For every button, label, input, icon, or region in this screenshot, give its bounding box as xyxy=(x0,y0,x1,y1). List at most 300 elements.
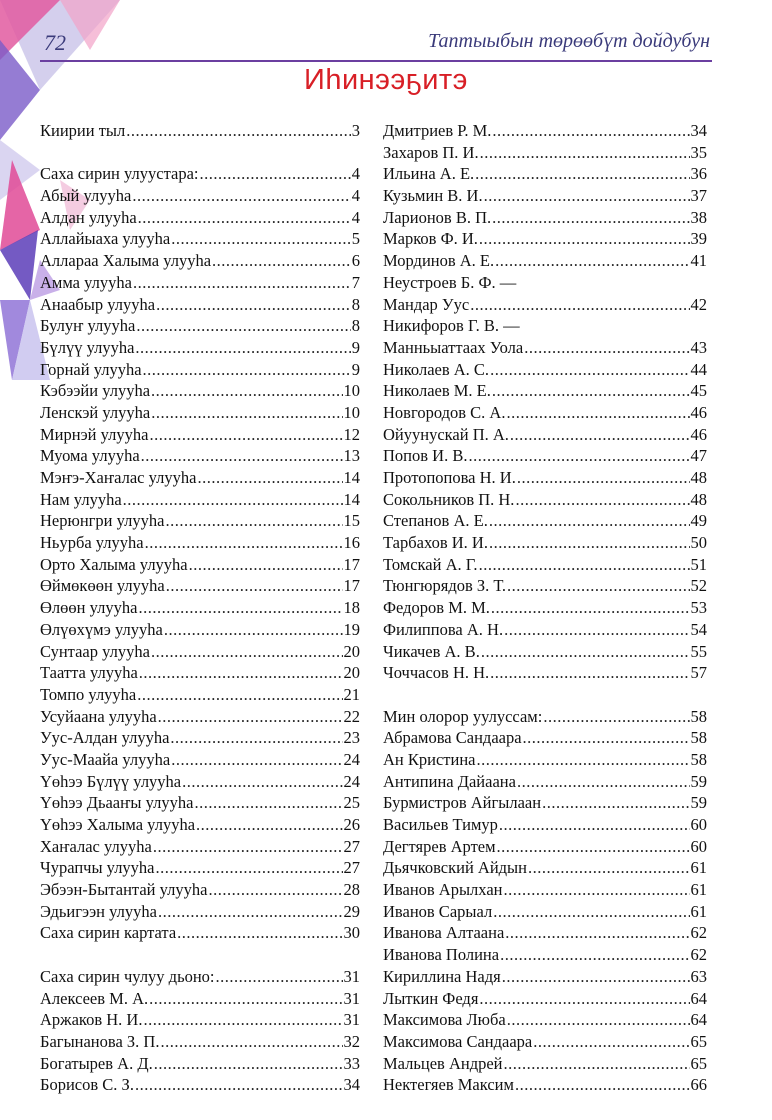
toc-entry-label: Үөһээ Бүлүү улууһа xyxy=(40,771,182,791)
toc-entry[interactable] xyxy=(40,1009,360,1031)
dot-leader xyxy=(149,988,342,1010)
dot-leader xyxy=(502,966,690,988)
toc-entry-label: Булуҥ улууһа xyxy=(40,316,136,336)
toc-entry-page: 20 xyxy=(343,663,360,683)
toc-entry-label: Ан Кристина xyxy=(383,749,476,769)
dot-leader xyxy=(158,901,343,923)
toc-entry-page: 62 xyxy=(690,923,707,943)
toc-entry[interactable] xyxy=(40,922,360,944)
toc-entry-label: Абрамова Сандаара xyxy=(383,728,522,748)
dot-leader xyxy=(505,922,689,944)
toc-entry[interactable] xyxy=(40,380,360,402)
toc-entry-label: Аллайыаха улууһа xyxy=(40,229,171,249)
dot-leader xyxy=(149,424,342,446)
toc-entry-page: 46 xyxy=(690,424,707,444)
toc-entry-page: 55 xyxy=(690,641,707,661)
toc-entry[interactable] xyxy=(383,1053,707,1075)
toc-entry-label: Никифоров Г. В. — xyxy=(383,316,520,336)
dot-leader xyxy=(489,532,690,554)
toc-entry-label: Мординов А. Е. xyxy=(383,251,495,271)
dot-leader xyxy=(166,575,343,597)
toc-entry[interactable] xyxy=(383,445,707,467)
toc-entry[interactable] xyxy=(40,554,360,576)
dot-leader xyxy=(491,597,690,619)
toc-entry[interactable] xyxy=(383,250,707,272)
toc-entry-label: Иванов Сарыал xyxy=(383,901,493,921)
toc-entry-page: 65 xyxy=(690,1031,707,1051)
toc-entry-page: 31 xyxy=(343,1010,360,1030)
toc-entry[interactable] xyxy=(40,1031,360,1053)
toc-entry-label: Тюнгюрядов З. Т. xyxy=(383,576,506,596)
toc-entry[interactable] xyxy=(383,228,707,250)
toc-entry[interactable] xyxy=(383,359,707,381)
dot-leader xyxy=(543,706,689,728)
toc-entry[interactable] xyxy=(383,1074,707,1096)
toc-entry-label: Үөһээ Халыма улууһа xyxy=(40,815,196,834)
dot-leader xyxy=(492,207,689,229)
toc-entry[interactable] xyxy=(383,901,707,923)
dot-leader xyxy=(475,163,689,185)
toc-entry-page: 48 xyxy=(690,468,707,487)
toc-entry[interactable] xyxy=(383,510,707,532)
dot-leader xyxy=(154,1053,343,1075)
dot-leader xyxy=(507,1009,690,1031)
toc-spacer xyxy=(383,684,707,706)
toc-entry[interactable] xyxy=(383,424,707,446)
toc-entry[interactable] xyxy=(40,185,360,207)
toc-entry[interactable] xyxy=(383,749,707,771)
dot-leader xyxy=(504,1053,690,1075)
toc-entry[interactable] xyxy=(383,294,707,316)
dot-leader xyxy=(156,294,351,316)
toc-entry-page: 36 xyxy=(690,164,707,184)
toc-entry[interactable] xyxy=(383,1031,707,1053)
toc-entry-label: Алдан улууһа xyxy=(40,207,137,227)
toc-entry-page: 47 xyxy=(690,446,707,466)
toc-entry[interactable] xyxy=(40,163,360,185)
dot-leader xyxy=(196,814,342,836)
toc-entry-label: Мэҥэ-Хаҥалас улууһа xyxy=(40,468,197,487)
toc-entry-page: 10 xyxy=(343,402,360,422)
toc-entry-page: 27 xyxy=(343,836,360,856)
dot-leader xyxy=(137,684,342,706)
toc-entry[interactable] xyxy=(40,402,360,424)
toc-entry-page: 54 xyxy=(690,619,707,639)
dot-leader xyxy=(492,120,689,142)
toc-entry[interactable] xyxy=(383,575,707,597)
toc-entry-label: Ларионов В. П. xyxy=(383,207,492,227)
toc-entry[interactable] xyxy=(40,228,360,250)
toc-entry-page: 8 xyxy=(351,316,360,336)
page-title: Иһинээҕитэ xyxy=(304,64,468,96)
toc-entry[interactable] xyxy=(40,272,360,294)
toc-entry-label: Ньурба улууһа xyxy=(40,533,144,553)
toc-entry-label: Нектегяев Максим xyxy=(383,1075,514,1095)
toc-entry[interactable] xyxy=(383,207,707,229)
toc-entry[interactable] xyxy=(40,988,360,1010)
toc-entry[interactable] xyxy=(40,814,360,836)
dot-leader xyxy=(153,836,343,858)
dot-leader xyxy=(170,727,342,749)
dot-leader xyxy=(138,207,351,229)
toc-entry[interactable] xyxy=(383,272,707,294)
toc-entry-page: 62 xyxy=(690,945,707,965)
dot-leader xyxy=(468,445,689,467)
toc-entry-page: 23 xyxy=(343,728,360,748)
dot-leader xyxy=(171,228,350,250)
toc-entry-label: Николаев А. С. xyxy=(383,359,490,379)
toc-entry[interactable] xyxy=(383,597,707,619)
toc-entry[interactable] xyxy=(383,944,707,966)
toc-spacer xyxy=(40,142,360,164)
dot-leader xyxy=(123,489,343,511)
toc-entry[interactable] xyxy=(40,684,360,706)
toc-entry-label: Попов И. В. xyxy=(383,446,468,466)
toc-entry[interactable] xyxy=(40,901,360,923)
toc-entry-label: Мандар Уус xyxy=(383,294,470,314)
toc-entry-page: 45 xyxy=(690,381,707,401)
toc-entry[interactable] xyxy=(40,359,360,381)
toc-entry-page: 3 xyxy=(351,121,360,140)
dot-leader xyxy=(542,792,689,814)
toc-entry-page: 5 xyxy=(351,229,360,249)
toc-entry-page: 24 xyxy=(343,749,360,769)
toc-entry-label: Чурапчы улууһа xyxy=(40,858,155,878)
dot-leader xyxy=(158,706,343,728)
toc-entry-label: Ленскэй улууһа xyxy=(40,402,151,422)
dot-leader xyxy=(489,510,690,532)
toc-entry-page: 64 xyxy=(690,1010,707,1030)
toc-entry-label: Максимова Люба xyxy=(383,1010,506,1030)
dot-leader xyxy=(479,988,689,1010)
toc-entry-page: 58 xyxy=(690,728,707,748)
running-title: Таптыыбын төрөөбүт дойдубун xyxy=(428,30,710,52)
toc-entry-page: 4 xyxy=(351,207,360,227)
toc-entry-page: 42 xyxy=(690,294,707,314)
toc-entry-page: 43 xyxy=(690,337,707,357)
toc-entry-page: 58 xyxy=(690,749,707,769)
dot-leader xyxy=(515,489,689,511)
toc-entry-label: Багынанова З. П. xyxy=(40,1031,160,1051)
dot-leader xyxy=(490,662,689,684)
dot-leader xyxy=(490,359,689,381)
toc-entry[interactable] xyxy=(383,467,707,489)
toc-entry-label: Горнай улууһа xyxy=(40,359,142,379)
toc-entry-label: Николаев М. Е. xyxy=(383,381,491,401)
toc-entry-page: 17 xyxy=(343,576,360,596)
dot-leader xyxy=(177,922,342,944)
toc-entry[interactable] xyxy=(40,575,360,597)
toc-entry[interactable] xyxy=(40,749,360,771)
toc-right-column xyxy=(383,120,707,1096)
toc-entry-page: 59 xyxy=(690,771,707,791)
toc-entry-label: Манньыаттаах Уола xyxy=(383,337,524,357)
dot-leader xyxy=(135,1074,343,1096)
dot-leader xyxy=(156,857,343,879)
toc-entry-label: Алексеев М. А. xyxy=(40,988,149,1008)
toc-entry-label: Иванова Полина xyxy=(383,945,500,965)
toc-entry-page: 4 xyxy=(351,186,360,206)
dot-leader xyxy=(499,814,690,836)
toc-entry-page: 66 xyxy=(690,1075,707,1095)
toc-entry-page: 58 xyxy=(690,706,707,726)
toc-entry[interactable] xyxy=(383,1009,707,1031)
toc-entry[interactable] xyxy=(383,771,707,793)
toc-entry-label: Мальцев Андрей xyxy=(383,1053,503,1073)
dot-leader xyxy=(141,445,343,467)
toc-entry-label: Дмитриев Р. М. xyxy=(383,121,492,140)
toc-entry-label: Таатта улууһа xyxy=(40,663,138,683)
dot-leader xyxy=(479,228,690,250)
toc-entry-page: 53 xyxy=(690,598,707,618)
toc-entry-label: Богатырев А. Д. xyxy=(40,1053,153,1073)
toc-entry-page: 48 xyxy=(690,489,707,509)
toc-entry[interactable] xyxy=(40,532,360,554)
toc-entry-label: Мин олорор уулуссам: xyxy=(383,706,543,726)
toc-entry[interactable] xyxy=(383,988,707,1010)
toc-entry-page: 16 xyxy=(343,533,360,553)
toc-entry-label: Абый улууһа xyxy=(40,186,132,206)
dot-leader xyxy=(528,857,690,879)
toc-entry-page: 63 xyxy=(690,966,707,986)
dot-leader xyxy=(497,836,690,858)
toc-entry-label: Аллараа Халыма улууһа xyxy=(40,251,212,271)
toc-entry-page: 30 xyxy=(343,923,360,943)
toc-entry[interactable] xyxy=(40,294,360,316)
toc-entry-page: 34 xyxy=(343,1075,360,1095)
toc-entry-label: Ойуунускай П. А. xyxy=(383,424,509,444)
toc-entry[interactable] xyxy=(40,120,360,142)
dot-leader xyxy=(484,185,690,207)
toc-entry[interactable] xyxy=(383,879,707,901)
toc-entry[interactable] xyxy=(383,315,707,337)
dot-leader xyxy=(151,641,343,663)
toc-entry[interactable] xyxy=(383,380,707,402)
toc-entry[interactable] xyxy=(40,879,360,901)
toc-entry-label: Антипина Дайаана xyxy=(383,771,516,791)
toc-entry-page: 29 xyxy=(343,901,360,921)
toc-entry-page: 10 xyxy=(343,381,360,401)
toc-entry[interactable] xyxy=(40,597,360,619)
dot-leader xyxy=(199,163,350,185)
toc-entry-page: 33 xyxy=(343,1053,360,1073)
toc-entry-label: Борисов С. З. xyxy=(40,1075,134,1095)
dot-leader xyxy=(533,1031,689,1053)
toc-entry-page: 34 xyxy=(690,121,707,140)
toc-entry-label: Чоччасов Н. Н. xyxy=(383,663,490,683)
toc-entry[interactable] xyxy=(40,207,360,229)
dot-leader xyxy=(510,424,690,446)
toc-entry-label: Өймөкөөн улууһа xyxy=(40,576,165,596)
toc-entry[interactable] xyxy=(40,727,360,749)
toc-entry-label: Кириллина Надя xyxy=(383,966,501,986)
dot-leader xyxy=(470,294,689,316)
toc-entry-label: Саха сирин картата xyxy=(40,923,177,943)
toc-entry[interactable] xyxy=(40,619,360,641)
toc-entry-label: Кузьмин В. И. xyxy=(383,186,483,206)
toc-entry-label: Бурмистров Айгылаан xyxy=(383,793,542,813)
dot-leader xyxy=(151,402,342,424)
toc-entry[interactable] xyxy=(383,814,707,836)
dot-leader xyxy=(189,554,343,576)
toc-entry-label: Степанов А. Е. xyxy=(383,511,488,531)
toc-entry[interactable] xyxy=(383,489,707,511)
toc-entry-page: 18 xyxy=(343,598,360,618)
toc-entry-page: 27 xyxy=(343,858,360,878)
page-header xyxy=(0,0,772,64)
toc-entry-label: Эбээн-Бытантай улууһа xyxy=(40,880,208,900)
toc-entry[interactable] xyxy=(40,857,360,879)
dot-leader xyxy=(517,771,690,793)
toc-entry-label: Нам улууһа xyxy=(40,489,122,509)
dot-leader xyxy=(507,575,690,597)
toc-entry-page: 7 xyxy=(351,272,360,292)
toc-entry-label: Чикачев А. В. xyxy=(383,641,480,661)
dot-leader xyxy=(515,1074,690,1096)
toc-entry[interactable] xyxy=(40,510,360,532)
toc-entry-page: 52 xyxy=(690,576,707,596)
toc-entry[interactable] xyxy=(40,966,360,988)
dot-leader xyxy=(133,272,351,294)
toc-entry-page: 32 xyxy=(343,1031,360,1051)
toc-entry-page: 50 xyxy=(690,533,707,553)
toc-entry[interactable] xyxy=(40,337,360,359)
toc-entry-page: 14 xyxy=(343,468,360,487)
toc-entry-label: Сокольников П. Н. xyxy=(383,489,515,509)
toc-entry[interactable] xyxy=(40,1074,360,1096)
toc-entry[interactable] xyxy=(40,445,360,467)
toc-entry[interactable] xyxy=(40,706,360,728)
toc-entry-label: Өлөөн улууһа xyxy=(40,598,138,618)
toc-entry-label: Федоров М. М. xyxy=(383,598,490,618)
dot-leader xyxy=(197,467,342,489)
toc-entry-label: Кэбээйи улууһа xyxy=(40,381,151,401)
toc-entry-page: 12 xyxy=(343,424,360,444)
dot-leader xyxy=(523,727,690,749)
toc-entry-page: 31 xyxy=(343,988,360,1008)
toc-entry-page: 64 xyxy=(690,988,707,1008)
toc-entry[interactable] xyxy=(40,662,360,684)
dot-leader xyxy=(476,749,689,771)
toc-entry-page: 35 xyxy=(690,142,707,162)
toc-entry[interactable] xyxy=(40,836,360,858)
dot-leader xyxy=(143,359,351,381)
dot-leader xyxy=(504,619,689,641)
toc-entry-label: Хаҥалас улууһа xyxy=(40,836,152,856)
toc-entry[interactable] xyxy=(40,315,360,337)
toc-entry[interactable] xyxy=(383,402,707,424)
dot-leader xyxy=(136,315,350,337)
toc-entry[interactable] xyxy=(383,163,707,185)
toc-entry[interactable] xyxy=(40,489,360,511)
toc-entry-page: 4 xyxy=(351,164,360,184)
toc-entry-page: 8 xyxy=(351,294,360,314)
dot-leader xyxy=(480,142,690,164)
toc-entry[interactable] xyxy=(383,706,707,728)
dot-leader xyxy=(524,337,689,359)
toc-entry-page: 31 xyxy=(343,966,360,986)
toc-entry-page: 25 xyxy=(343,793,360,813)
toc-entry[interactable] xyxy=(40,771,360,793)
toc-entry-page: 28 xyxy=(343,880,360,900)
toc-entry-label: Тарбахов И. И. xyxy=(383,533,488,553)
toc-entry[interactable] xyxy=(383,727,707,749)
toc-entry[interactable] xyxy=(383,922,707,944)
toc-entry-label: Иванов Арылхан xyxy=(383,880,503,900)
dot-leader xyxy=(171,749,342,771)
dot-leader xyxy=(495,250,689,272)
toc-entry-page: 51 xyxy=(690,554,707,574)
toc-entry[interactable] xyxy=(383,641,707,663)
toc-entry-label: Амма улууһа xyxy=(40,272,132,292)
toc-entry[interactable] xyxy=(40,467,360,489)
toc-spacer xyxy=(40,944,360,966)
toc-entry-page: 13 xyxy=(343,446,360,466)
toc-entry-label: Томпо улууһа xyxy=(40,684,137,704)
toc-entry[interactable] xyxy=(40,641,360,663)
toc-entry-label: Захаров П. И. xyxy=(383,142,479,162)
toc-entry-page: 14 xyxy=(343,489,360,509)
toc-entry[interactable] xyxy=(383,857,707,879)
toc-entry-page: 26 xyxy=(343,815,360,834)
toc-entry[interactable] xyxy=(383,792,707,814)
toc-entry[interactable] xyxy=(383,185,707,207)
toc-entry[interactable] xyxy=(383,142,707,164)
toc-entry-label: Орто Халыма улууһа xyxy=(40,554,188,574)
toc-entry[interactable] xyxy=(383,120,707,142)
toc-entry[interactable] xyxy=(40,792,360,814)
toc-entry[interactable] xyxy=(383,966,707,988)
toc-entry[interactable] xyxy=(383,619,707,641)
toc-entry[interactable] xyxy=(40,250,360,272)
toc-left-column xyxy=(40,120,360,1096)
toc-entry-label: Уус-Алдан улууһа xyxy=(40,728,170,748)
toc-entry-page: 38 xyxy=(690,207,707,227)
toc-entry[interactable] xyxy=(40,424,360,446)
toc-entry-page: 19 xyxy=(343,619,360,639)
toc-entry[interactable] xyxy=(40,1053,360,1075)
toc-entry-page: 22 xyxy=(343,706,360,726)
toc-entry-page: 57 xyxy=(690,663,707,683)
toc-entry[interactable] xyxy=(383,662,707,684)
toc-entry-page: 39 xyxy=(690,229,707,249)
toc-entry-label: Новгородов С. А. xyxy=(383,402,506,422)
toc-entry-label: Протопопова Н. И. xyxy=(383,468,516,487)
toc-entry[interactable] xyxy=(383,532,707,554)
toc-entry-page: 49 xyxy=(690,511,707,531)
toc-entry-label: Марков Ф. И. xyxy=(383,229,478,249)
toc-entry[interactable] xyxy=(383,554,707,576)
toc-entry-label: Ильина А. Е. xyxy=(383,164,475,184)
dot-leader xyxy=(208,879,342,901)
dot-leader xyxy=(182,771,342,793)
toc-entry-label: Максимова Сандаара xyxy=(383,1031,533,1051)
dot-leader xyxy=(481,641,690,663)
toc-entry[interactable] xyxy=(383,836,707,858)
dot-leader xyxy=(139,662,343,684)
dot-leader xyxy=(143,1009,342,1031)
toc-entry-label: Филиппова А. Н. xyxy=(383,619,504,639)
toc-entry-page: 60 xyxy=(690,836,707,856)
toc-entry-page: 61 xyxy=(690,880,707,900)
toc-entry[interactable] xyxy=(383,337,707,359)
toc-entry-page: 60 xyxy=(690,815,707,834)
dot-leader xyxy=(165,510,342,532)
toc-entry-label: Аржаков Н. И. xyxy=(40,1010,143,1030)
dot-leader xyxy=(164,619,343,641)
dot-leader xyxy=(503,879,689,901)
toc-entry-page: 59 xyxy=(690,793,707,813)
